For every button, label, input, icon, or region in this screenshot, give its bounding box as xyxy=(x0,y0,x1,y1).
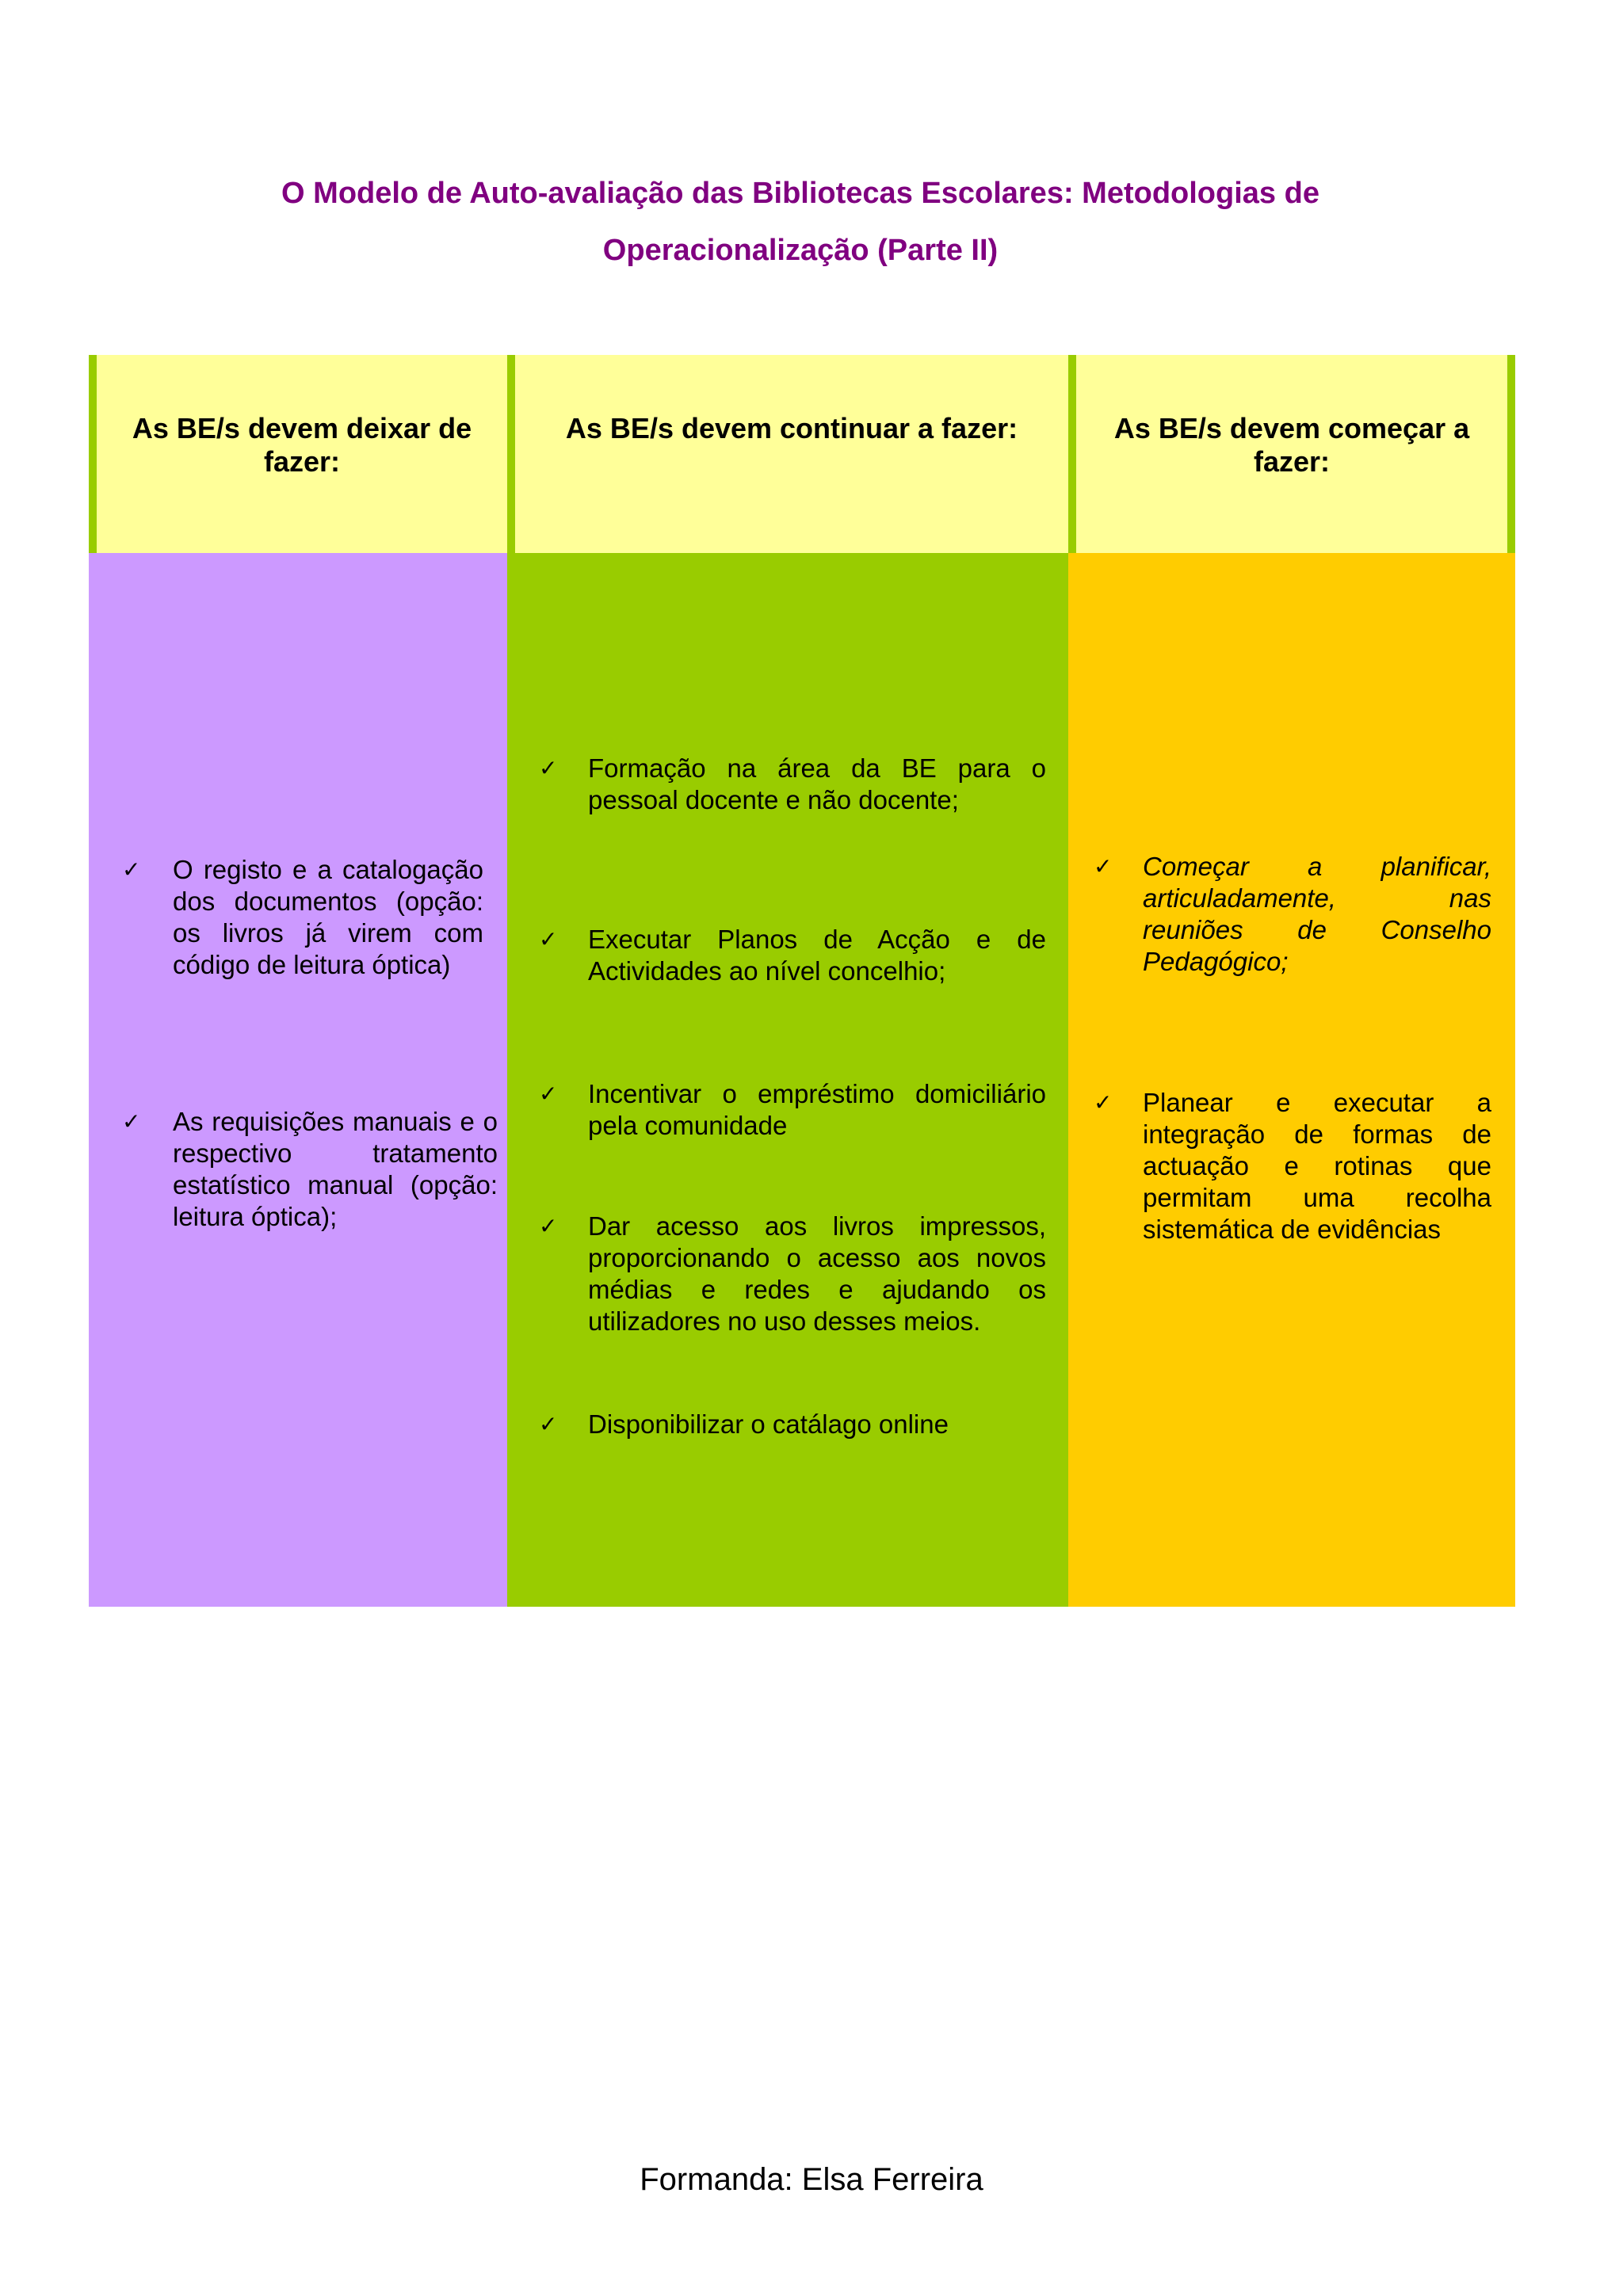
list-item: Executar Planos de Acção e de Actividades ao nível concelhio; xyxy=(588,925,1046,986)
checkmark-icon: ✓ xyxy=(539,1411,558,1437)
list-item: Planear e executar a integração de formas de actuação e rotinas que permitam uma recolha sistemática de evidências xyxy=(1143,1088,1491,1244)
page-title xyxy=(206,165,1395,279)
list-item: Começar a planificar, articuladamente, nas reuniões de Conselho Pedagógico; xyxy=(1143,852,1491,976)
header-divider-1 xyxy=(507,355,515,553)
list-item: Formação na área da BE para o pessoal docente e não docente; xyxy=(588,753,1046,814)
list-item: As requisições manuais e o respectivo tratamento estatístico manual (opção: leitura óptica); xyxy=(173,1107,498,1231)
checkmark-icon: ✓ xyxy=(1094,853,1113,879)
checkmark-icon: ✓ xyxy=(539,1213,558,1239)
column-continue-doing xyxy=(507,553,1068,1607)
header-continue-doing: As BE/s devem continuar a fazer: xyxy=(515,355,1068,553)
comparison-table xyxy=(89,355,1515,1607)
checkmark-icon: ✓ xyxy=(539,755,558,781)
header-start-doing: As BE/s devem começar a fazer: xyxy=(1076,355,1507,553)
header-divider-left xyxy=(89,355,97,553)
checkmark-icon: ✓ xyxy=(122,856,141,883)
list-item: Dar acesso aos livros impressos, proporcionando o acesso aos novos médias e redes e ajudando os utilizadores no uso desses meios. xyxy=(588,1211,1046,1336)
checkmark-icon: ✓ xyxy=(1094,1089,1113,1116)
column-stop-doing xyxy=(89,553,507,1607)
header-divider-2 xyxy=(1068,355,1076,553)
column-start-doing xyxy=(1068,553,1515,1607)
header-stop-doing: As BE/s devem deixar de fazer: xyxy=(97,355,507,553)
list-item: O registo e a catalogação dos documentos (opção: os livros já virem com código de leitura óptica) xyxy=(173,855,483,979)
list-item: Incentivar o empréstimo domiciliário pela comunidade xyxy=(588,1079,1046,1140)
checkmark-icon: ✓ xyxy=(122,1108,141,1135)
checkmark-icon: ✓ xyxy=(539,1081,558,1107)
list-item: Disponibilizar o catálago online xyxy=(588,1409,949,1439)
title-line-1: O Modelo de Auto-avaliação das Bibliotecas Escolares: Metodologias de xyxy=(281,177,1319,210)
title-line-2: Operacionalização (Parte II) xyxy=(602,234,999,267)
checkmark-icon: ✓ xyxy=(539,926,558,952)
footer-author: Formanda: Elsa Ferreira xyxy=(640,2162,983,2197)
header-divider-right xyxy=(1507,355,1515,553)
